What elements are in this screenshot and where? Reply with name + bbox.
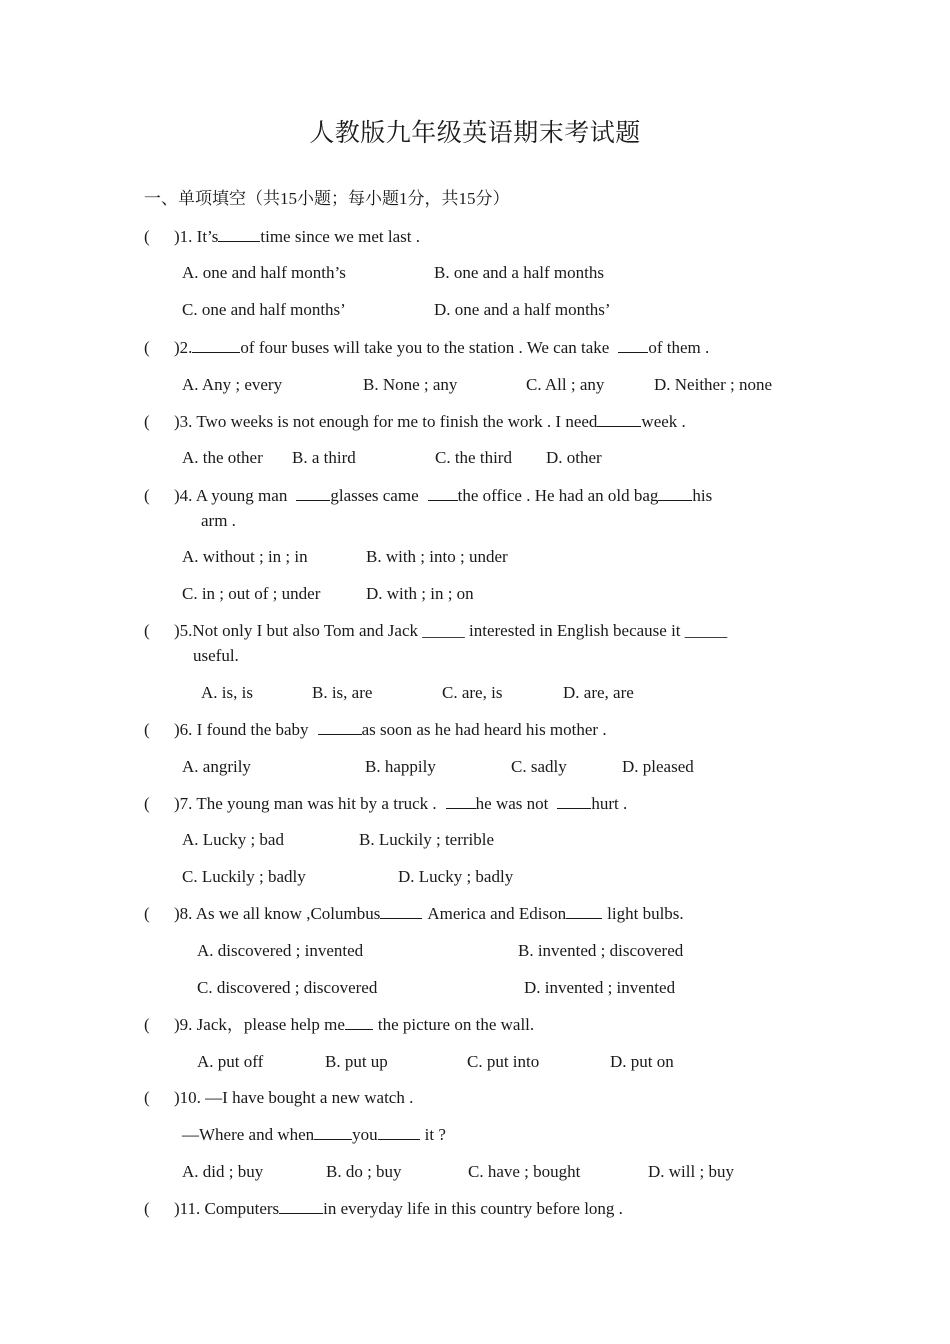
option-b: B. Luckily ; terrible [359,830,495,849]
option-c: C. have ; bought [468,1162,581,1181]
option-d: D. Neither ; none [654,375,773,394]
question-10: ( )10. —I have bought a new watch . [144,1088,414,1107]
answer-blank [446,793,476,809]
option-b: B. None ; any [363,375,458,394]
question-3: ( )3. Two weeks is not enough for me to finish the work . I need week . [144,412,686,431]
question-10-continued: —Where and when you it ? [182,1125,446,1144]
option-a: A. one and half month’s [182,263,346,282]
option-c: C. discovered ; discovered [197,978,378,997]
option-d: D. other [546,448,602,467]
option-a: A. Any ; every [182,375,283,394]
option-b: B. do ; buy [326,1162,402,1181]
answer-blank [192,337,240,353]
question-5-continued: useful. [193,646,239,665]
answer-blank [318,719,362,735]
answer-blank [428,485,458,501]
option-c: C. one and half months’ [182,300,346,319]
option-d: D. with ; in ; on [366,584,474,603]
option-d: D. Lucky ; badly [398,867,514,886]
option-d: D. invented ; invented [524,978,676,997]
question-4: ( )4. A young man glasses came the office . He had an old bag his [144,486,713,505]
option-c: C. sadly [511,757,567,776]
question-7: ( )7. The young man was hit by a truck . he was not hurt . [144,794,628,813]
option-a: A. angrily [182,757,251,776]
option-d: D. put on [610,1052,674,1071]
option-a: A. is, is [201,683,253,702]
option-d: D. pleased [622,757,694,776]
answer-blank [314,1124,352,1140]
option-b: B. a third [292,448,356,467]
section-heading: 一、单项填空（共15小题；每小题1分，共15分） [144,189,510,208]
question-8: ( )8. As we all know ,Columbus America and Edison light bulbs. [144,904,684,923]
option-c: C. are, is [442,683,503,702]
question-11: ( )11. Computers in everyday life in this country before long . [144,1199,623,1218]
answer-blank [378,1124,420,1140]
option-a: A. put off [197,1052,264,1071]
option-b: B. with ; into ; under [366,547,508,566]
answer-blank [658,485,692,501]
answer-blank [279,1198,323,1214]
option-b: B. one and a half months [434,263,604,282]
answer-blank [380,903,422,919]
answer-blank [597,411,641,427]
answer-blank [218,226,260,242]
option-c: C. the third [435,448,512,467]
option-b: B. happily [365,757,436,776]
answer-blank [296,485,330,501]
question-2: ( )2. of four buses will take you to the station . We can take of them . [144,338,710,357]
question-5: ( )5.Not only I but also Tom and Jack _____ interested in English because it _____ [144,621,728,640]
option-d: D. are, are [563,683,634,702]
answer-blank [566,903,602,919]
question-4-continued: arm . [201,511,236,530]
option-d: D. will ; buy [648,1162,734,1181]
option-b: B. invented ; discovered [518,941,684,960]
option-a: A. discovered ; invented [197,941,364,960]
option-a: A. without ; in ; in [182,547,308,566]
option-a: A. Lucky ; bad [182,830,284,849]
answer-blank [557,793,591,809]
option-c: C. put into [467,1052,540,1071]
answer-blank [618,337,648,353]
option-b: B. put up [325,1052,388,1071]
page-title: 人教版九年级英语期末考试题 [309,120,641,147]
option-d: D. one and a half months’ [434,300,611,319]
answer-blank [345,1014,373,1030]
option-c: C. in ; out of ; under [182,584,321,603]
question-6: ( )6. I found the baby as soon as he had heard his mother . [144,720,607,739]
option-a: A. the other [182,448,263,467]
option-b: B. is, are [312,683,373,702]
question-1: ( )1. It’s time since we met last . [144,227,420,246]
option-a: A. did ; buy [182,1162,264,1181]
question-9: ( )9. Jack，please help me the picture on the wall. [144,1015,535,1034]
option-c: C. Luckily ; badly [182,867,306,886]
option-c: C. All ; any [526,375,605,394]
